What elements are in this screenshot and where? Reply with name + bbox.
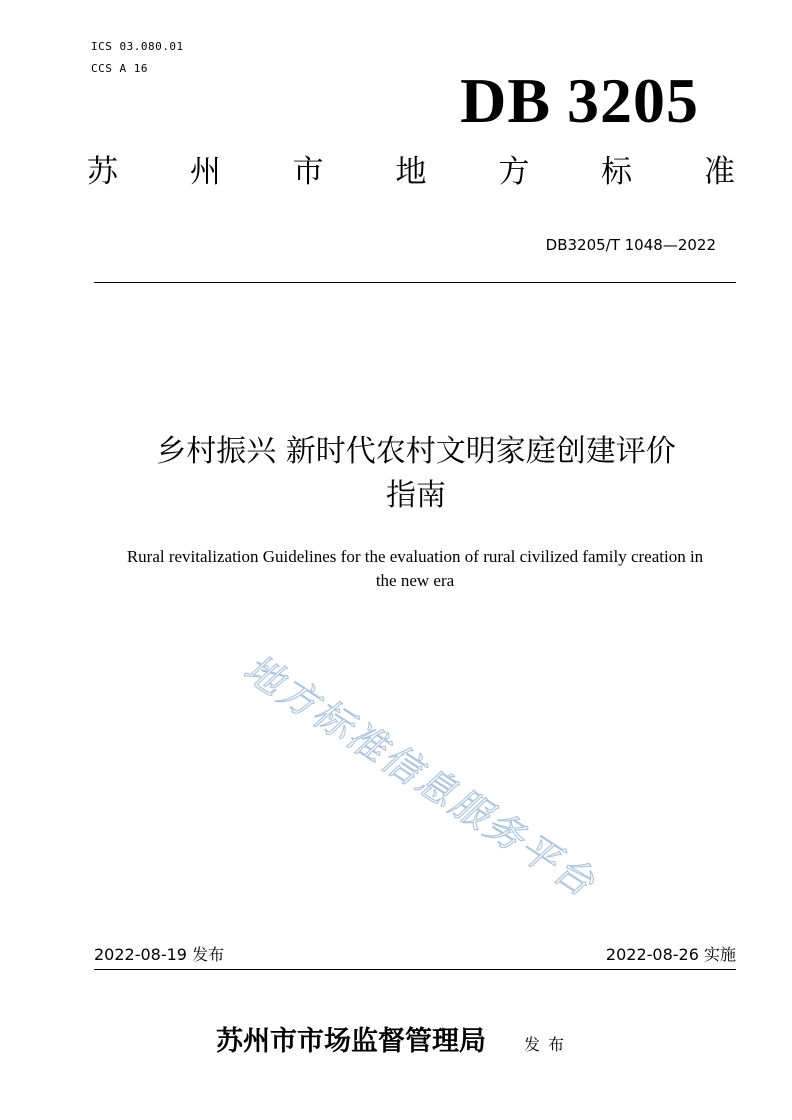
logo-prefix: DB <box>460 65 551 136</box>
logo-code: 3205 <box>567 65 699 136</box>
title-chinese <box>60 430 772 518</box>
implementation-date: 2022-08-26 实施 <box>605 945 736 964</box>
top-divider <box>94 282 736 283</box>
title-chinese-line-1: 乡村振兴 新时代农村文明家庭创建评价 <box>156 434 676 469</box>
issuer <box>216 1022 572 1062</box>
issuer-action: 发布 <box>524 1035 573 1054</box>
title-english-line-2: the new era <box>375 571 455 590</box>
standard-number: DB3205/T 1048—2022 <box>545 236 716 254</box>
title-english <box>90 545 740 593</box>
category-char: 市 <box>292 154 324 190</box>
category-char: 方 <box>498 154 530 190</box>
ics-code: ICS 03.080.01 <box>91 40 184 53</box>
watermark: 地方标准信息服务平台 <box>236 645 604 907</box>
issue-date: 2022-08-19 发布 <box>94 945 225 964</box>
bottom-divider <box>94 969 736 970</box>
category-char: 州 <box>189 154 221 190</box>
standard-logo <box>460 66 699 136</box>
category-char: 地 <box>395 154 427 190</box>
category-char: 标 <box>601 154 633 190</box>
title-english-line-1: Rural revitalization Guidelines for the evaluation of rural civilized family creation in <box>126 547 704 566</box>
standard-category <box>87 152 735 192</box>
category-char: 准 <box>703 154 735 190</box>
ccs-code: CCS A 16 <box>91 62 148 75</box>
issuer-name: 苏州市市场监督管理局 <box>216 1026 486 1057</box>
category-char: 苏 <box>87 154 118 190</box>
title-chinese-line-2: 指南 <box>386 478 446 513</box>
